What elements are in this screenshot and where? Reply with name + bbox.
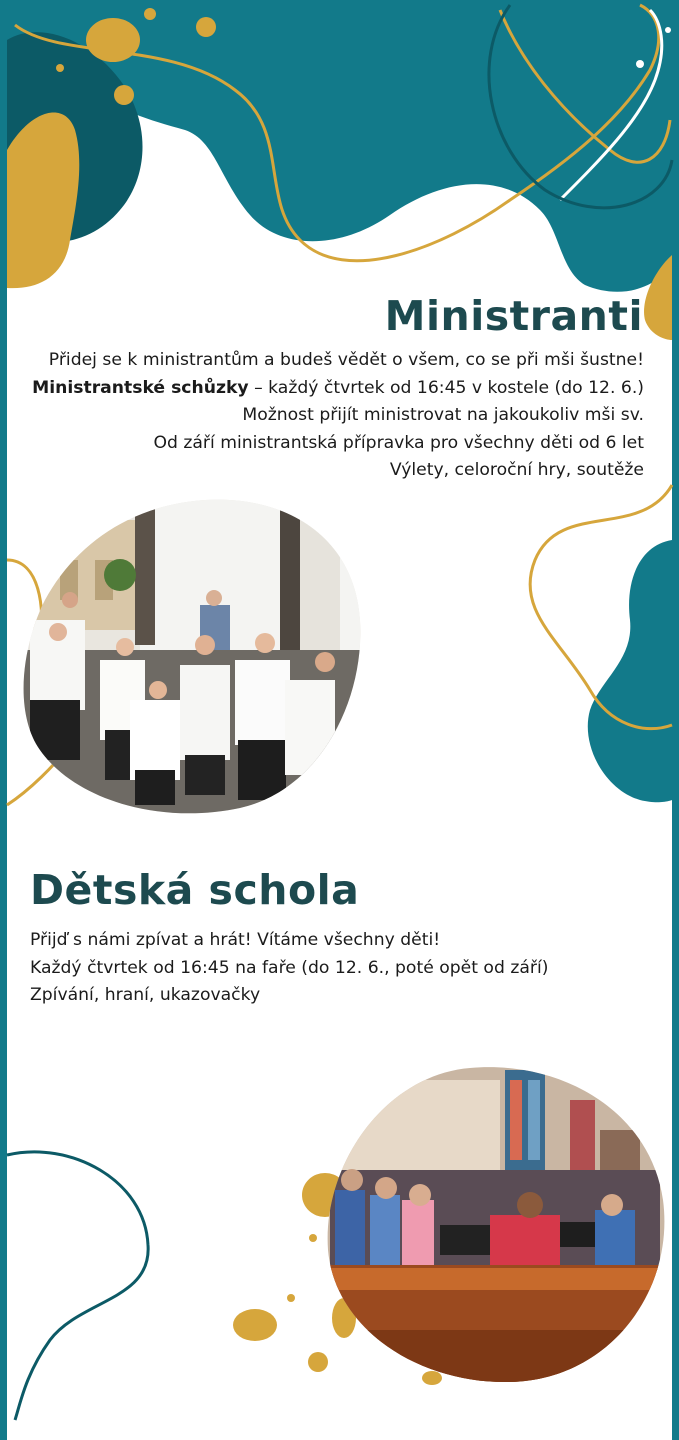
schola-text (30, 927, 650, 1010)
schola-photo (320, 1060, 670, 1390)
ministranti-line: Od září ministrantská přípravka pro všechny děti od 6 let (153, 432, 644, 453)
ministranti-text (4, 347, 644, 485)
schola-title: Dětská schola (30, 866, 360, 914)
schola-line: Zpívání, hraní, ukazovačky (30, 985, 261, 1005)
meeting-text: – každý čtvrtek od 16:45 v kostele (do 12. 6.) (248, 377, 644, 398)
ministranti-photo-content (0, 490, 380, 830)
ministranti-title: Ministranti (384, 292, 643, 340)
meeting-label: Ministrantské schůzky (32, 377, 249, 398)
ministranti-line: Přidej se k ministrantům a budeš vědět o všem, co se při mši šustne! (48, 350, 644, 370)
ministranti-line: Výlety, celoroční hry, soutěže (389, 460, 644, 480)
schola-line: Přijď s námi zpívat a hrát! Vítáme všechny děti! (30, 930, 441, 950)
ministranti-line: Možnost přijít ministrovat na jakoukoliv mši sv. (242, 405, 644, 425)
schola-line: Každý čtvrtek od 16:45 na faře (do 12. 6., poté opět od září) (30, 957, 549, 978)
ministranti-meeting-line (4, 375, 644, 403)
